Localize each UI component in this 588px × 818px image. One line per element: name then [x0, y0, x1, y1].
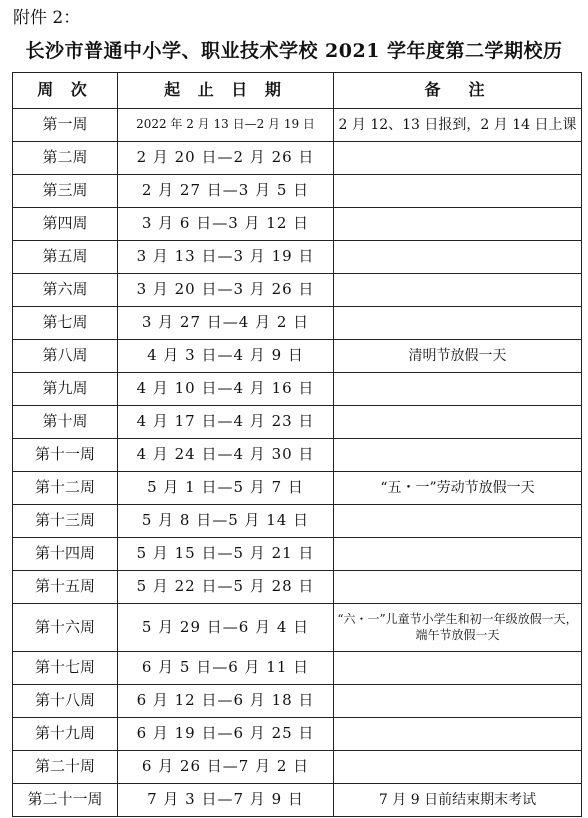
note-cell [334, 685, 582, 718]
week-cell: 第九周 [13, 373, 118, 406]
table-row [13, 685, 582, 718]
date-cell: 5 月 29 日—6 月 4 日 [118, 604, 334, 652]
date-cell: 4 月 24 日—4 月 30 日 [118, 439, 334, 472]
date-cell: 3 月 27 日—4 月 2 日 [118, 307, 334, 340]
note-cell [334, 538, 582, 571]
annex-label: 附件 2： [13, 8, 81, 28]
note-cell [334, 718, 582, 751]
date-cell: 3 月 6 日—3 月 12 日 [118, 208, 334, 241]
table-row [13, 340, 582, 373]
week-cell: 第二十周 [13, 751, 118, 784]
week-cell: 第二十一周 [13, 784, 118, 817]
header-dates: 起 止 日 期 [118, 73, 334, 109]
date-cell: 6 月 26 日—7 月 2 日 [118, 751, 334, 784]
table-row [13, 142, 582, 175]
week-cell: 第十二周 [13, 472, 118, 505]
table-row [13, 109, 582, 142]
date-cell: 5 月 8 日—5 月 14 日 [118, 505, 334, 538]
note-cell: 清明节放假一天 [334, 340, 582, 373]
table-row [13, 373, 582, 406]
date-cell: 4 月 17 日—4 月 23 日 [118, 406, 334, 439]
week-cell: 第三周 [13, 175, 118, 208]
date-cell: 3 月 20 日—3 月 26 日 [118, 274, 334, 307]
date-cell: 7 月 3 日—7 月 9 日 [118, 784, 334, 817]
school-calendar-table [12, 72, 582, 817]
table-row [13, 784, 582, 817]
note-cell [334, 652, 582, 685]
table-row [13, 208, 582, 241]
table-row [13, 241, 582, 274]
week-cell: 第十周 [13, 406, 118, 439]
week-cell: 第六周 [13, 274, 118, 307]
week-cell: 第十八周 [13, 685, 118, 718]
week-cell: 第一周 [13, 109, 118, 142]
table-row [13, 751, 582, 784]
note-cell [334, 175, 582, 208]
document-title: 长沙市普通中小学、职业技术学校 2021 学年度第二学期校历 [25, 40, 563, 62]
date-cell: 2 月 20 日—2 月 26 日 [118, 142, 334, 175]
date-cell: 4 月 10 日—4 月 16 日 [118, 373, 334, 406]
week-cell: 第五周 [13, 241, 118, 274]
header-week: 周 次 [13, 73, 118, 109]
table-row [13, 307, 582, 340]
date-cell: 5 月 1 日—5 月 7 日 [118, 472, 334, 505]
date-cell: 2022 年 2 月 13 日—2 月 19 日 [118, 109, 334, 142]
table-row [13, 274, 582, 307]
week-cell: 第八周 [13, 340, 118, 373]
note-cell [334, 241, 582, 274]
date-cell: 6 月 12 日—6 月 18 日 [118, 685, 334, 718]
note-cell [334, 751, 582, 784]
table-row [13, 472, 582, 505]
header-notes: 备 注 [334, 73, 582, 109]
table-row [13, 505, 582, 538]
week-cell: 第十七周 [13, 652, 118, 685]
date-cell: 4 月 3 日—4 月 9 日 [118, 340, 334, 373]
note-cell [334, 571, 582, 604]
note-cell: 7 月 9 日前结束期末考试 [334, 784, 582, 817]
table-row [13, 175, 582, 208]
table-row [13, 406, 582, 439]
week-cell: 第十九周 [13, 718, 118, 751]
week-cell: 第十一周 [13, 439, 118, 472]
week-cell: 第七周 [13, 307, 118, 340]
week-cell: 第四周 [13, 208, 118, 241]
table-row [13, 538, 582, 571]
table-row [13, 439, 582, 472]
date-cell: 6 月 19 日—6 月 25 日 [118, 718, 334, 751]
note-cell [334, 208, 582, 241]
note-cell [334, 373, 582, 406]
note-cell [334, 505, 582, 538]
date-cell: 5 月 22 日—5 月 28 日 [118, 571, 334, 604]
week-cell: 第十六周 [13, 604, 118, 652]
note-cell [334, 439, 582, 472]
table-row [13, 604, 582, 652]
table-header-row [13, 73, 582, 109]
date-cell: 6 月 5 日—6 月 11 日 [118, 652, 334, 685]
note-cell: “五・一”劳动节放假一天 [334, 472, 582, 505]
note-cell [334, 274, 582, 307]
week-cell: 第十五周 [13, 571, 118, 604]
week-cell: 第十四周 [13, 538, 118, 571]
table-row [13, 571, 582, 604]
date-cell: 5 月 15 日—5 月 21 日 [118, 538, 334, 571]
note-cell: “六・一”儿童节小学生和初一年级放假一天，端午节放假一天 [334, 604, 582, 652]
note-cell [334, 142, 582, 175]
week-cell: 第二周 [13, 142, 118, 175]
date-cell: 2 月 27 日—3 月 5 日 [118, 175, 334, 208]
note-cell [334, 406, 582, 439]
table-row [13, 652, 582, 685]
week-cell: 第十三周 [13, 505, 118, 538]
note-cell: 2 月 12、13 日报到，2 月 14 日上课 [334, 109, 582, 142]
note-cell [334, 307, 582, 340]
date-cell: 3 月 13 日—3 月 19 日 [118, 241, 334, 274]
table-row [13, 718, 582, 751]
